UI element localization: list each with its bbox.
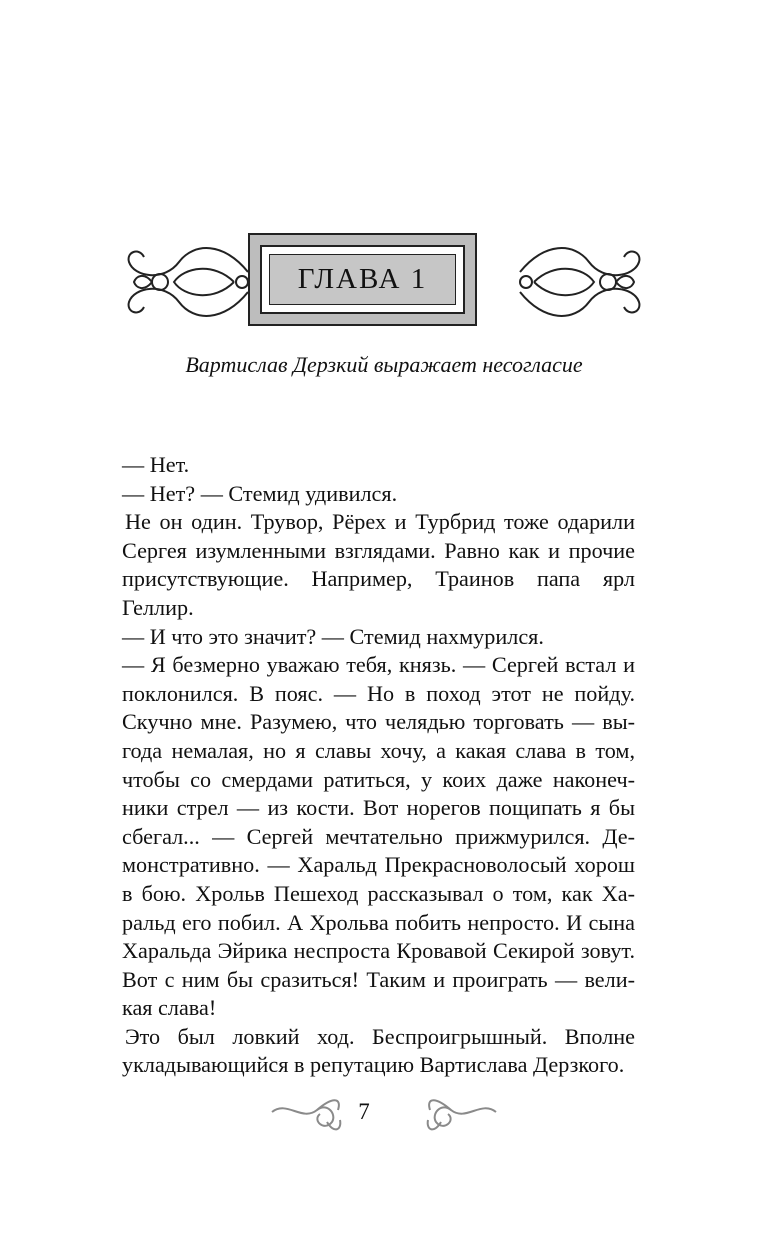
chapter-epigraph: Вартислав Дерзкий выражает несогласие	[185, 352, 583, 377]
chapter-title-frame	[248, 233, 477, 326]
paragraph: — Я безмерно уважаю тебя, князь. — Сергей встал и поклонился. В пояс. — Но в поход этот не пойду. Скучно мне. Разумею, что челядью торговать — выгода немалая, но я славы хочу, а какая слава в том, чтобы со смердами ратиться, у коих даже наконечники стрел — из кости. Вот норегов пощипать я бы сбегал... — Сергей мечтательно прижмурился. Демонстративно. — Харальд Прекрасноволосый хорош в бою. Хрольв Пешеход рассказывал о том, как Харальд его побил. А Хрольва побить непросто. И сына Харальда Эйрика неспроста Кровавой Секирой зовут. Вот с ним бы сразиться! Таким и проиграть — великая слава!	[122, 652, 635, 1021]
chapter-title: ГЛАВА 1	[269, 254, 456, 305]
paragraph: Не он один. Трувор, Рёрех и Турбрид тоже одарили Сергея изумленными взглядами. Равно как и прочие присутствующие. Например, Траинов папа ярл Геллир.	[122, 509, 635, 620]
footer-ornament	[262, 1092, 506, 1140]
chapter-title-inner-frame	[260, 245, 465, 314]
paragraph: — Нет.	[122, 452, 190, 477]
page-number: 7	[358, 1099, 370, 1124]
body-text	[122, 451, 635, 1080]
paragraph: — Нет? — Стемид удивился.	[122, 480, 398, 506]
paragraph: — И что это значит? — Стемид нахмурился.	[122, 623, 544, 649]
paragraph: Это был ловкий ход. Беспроигрышный. Вполне укладывающийся в репутацию Вартислава Дерзкого.	[122, 1023, 635, 1078]
